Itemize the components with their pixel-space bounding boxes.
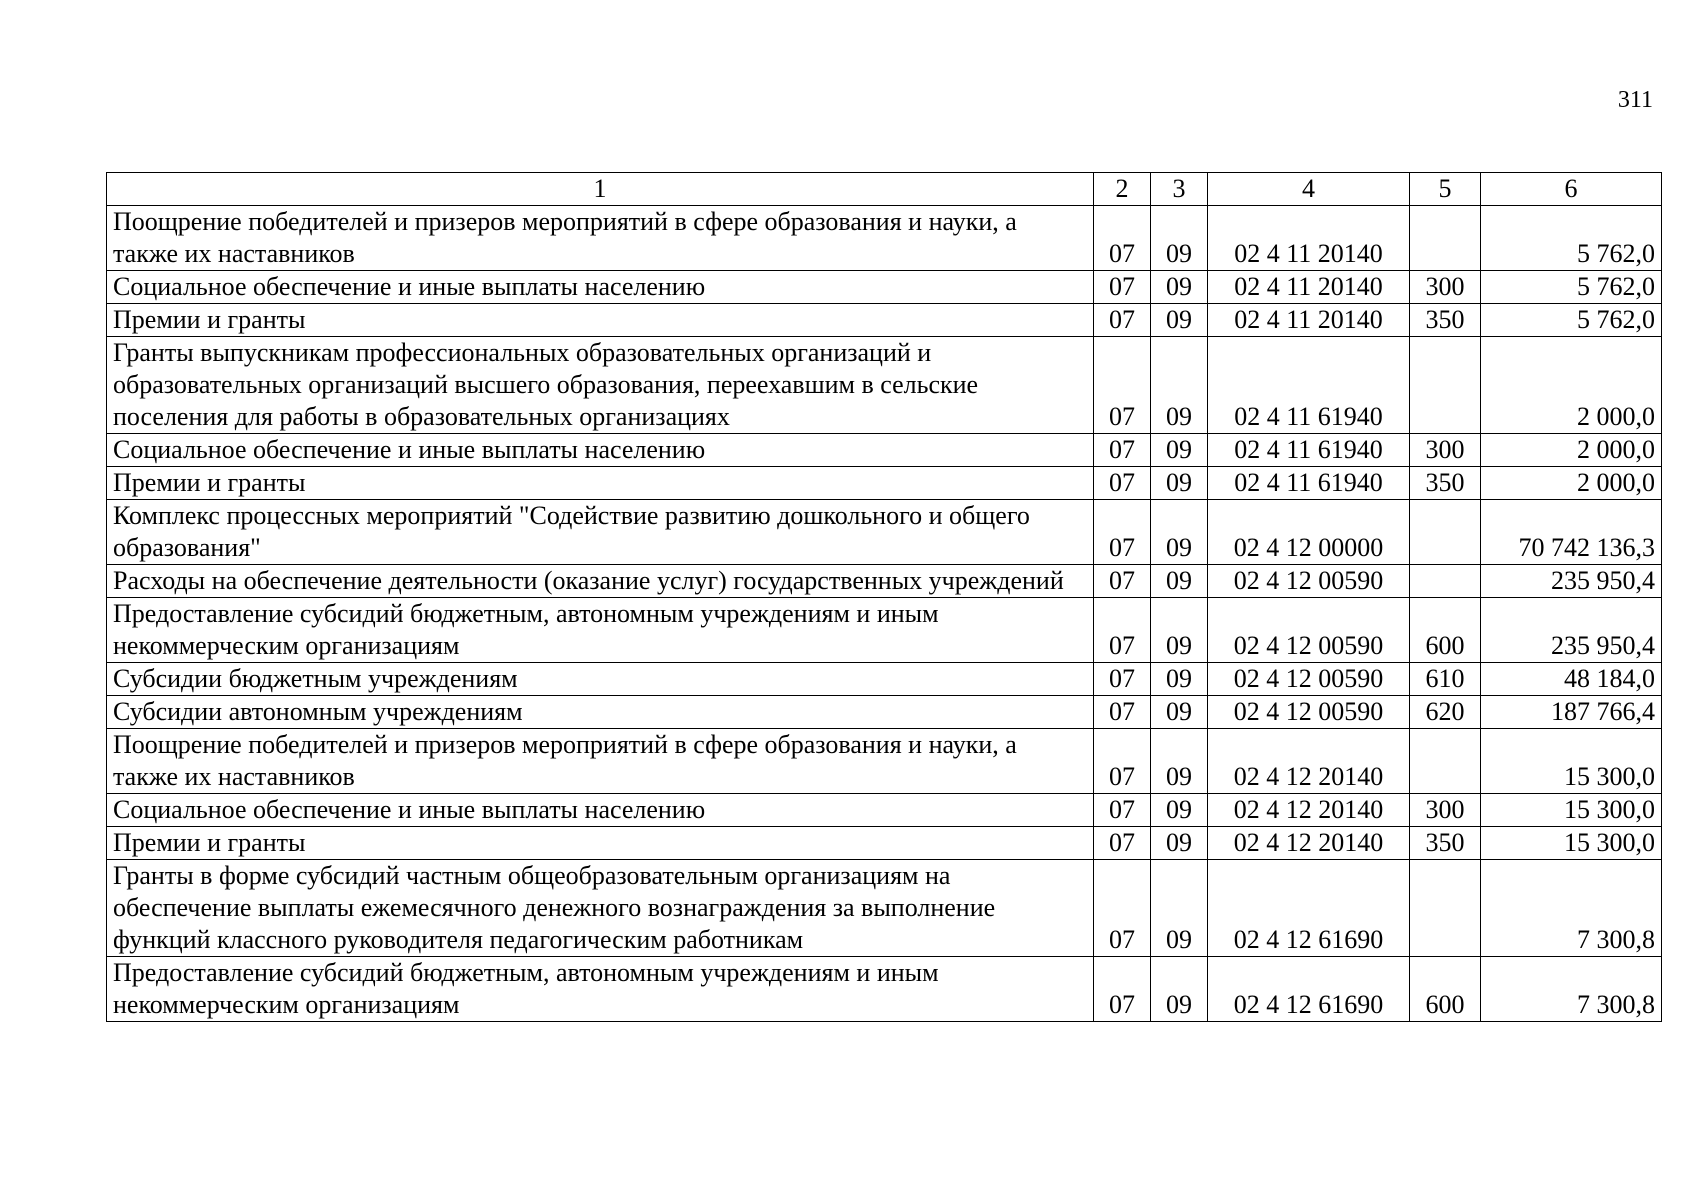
row-target-article: 02 4 11 20140 xyxy=(1208,271,1410,304)
row-target-article: 02 4 12 00000 xyxy=(1208,500,1410,565)
row-expense-type xyxy=(1410,500,1481,565)
row-name: Поощрение победителей и призеров мероприятий в сфере образования и науки, а также их наставников xyxy=(107,206,1094,271)
row-expense-type xyxy=(1410,729,1481,794)
row-section: 07 xyxy=(1094,206,1151,271)
row-expense-type: 350 xyxy=(1410,467,1481,500)
row-expense-type: 300 xyxy=(1410,271,1481,304)
row-subsection: 09 xyxy=(1151,304,1208,337)
table-header-row xyxy=(107,173,1662,206)
row-target-article: 02 4 12 61690 xyxy=(1208,860,1410,957)
table-row xyxy=(107,304,1662,337)
row-subsection: 09 xyxy=(1151,337,1208,434)
row-expense-type: 600 xyxy=(1410,598,1481,663)
column-header-section: 2 xyxy=(1094,173,1151,206)
row-target-article: 02 4 12 61690 xyxy=(1208,957,1410,1022)
row-expense-type: 620 xyxy=(1410,696,1481,729)
table-row xyxy=(107,337,1662,434)
column-header-subsection: 3 xyxy=(1151,173,1208,206)
row-target-article: 02 4 12 20140 xyxy=(1208,729,1410,794)
row-target-article: 02 4 11 61940 xyxy=(1208,337,1410,434)
table-row xyxy=(107,206,1662,271)
column-header-target-article: 4 xyxy=(1208,173,1410,206)
row-subsection: 09 xyxy=(1151,957,1208,1022)
row-subsection: 09 xyxy=(1151,860,1208,957)
row-expense-type: 600 xyxy=(1410,957,1481,1022)
table-row xyxy=(107,598,1662,663)
row-name: Гранты выпускникам профессиональных образовательных организаций и образовательных организаций высшего образования, переехавшим в сельские поселения для работы в образовательных организациях xyxy=(107,337,1094,434)
row-expense-type xyxy=(1410,206,1481,271)
table-row xyxy=(107,860,1662,957)
row-name: Субсидии автономным учреждениям xyxy=(107,696,1094,729)
table-row xyxy=(107,271,1662,304)
table-row xyxy=(107,957,1662,1022)
row-subsection: 09 xyxy=(1151,794,1208,827)
row-amount: 235 950,4 xyxy=(1481,598,1662,663)
row-section: 07 xyxy=(1094,957,1151,1022)
row-subsection: 09 xyxy=(1151,827,1208,860)
row-target-article: 02 4 11 61940 xyxy=(1208,434,1410,467)
column-header-amount: 6 xyxy=(1481,173,1662,206)
row-target-article: 02 4 11 20140 xyxy=(1208,206,1410,271)
row-subsection: 09 xyxy=(1151,598,1208,663)
row-target-article: 02 4 11 61940 xyxy=(1208,467,1410,500)
row-name: Субсидии бюджетным учреждениям xyxy=(107,663,1094,696)
row-name: Социальное обеспечение и иные выплаты населению xyxy=(107,794,1094,827)
row-subsection: 09 xyxy=(1151,206,1208,271)
row-name: Предоставление субсидий бюджетным, автономным учреждениям и иным некоммерческим организациям xyxy=(107,598,1094,663)
table-row xyxy=(107,565,1662,598)
row-amount: 187 766,4 xyxy=(1481,696,1662,729)
table-row xyxy=(107,794,1662,827)
row-subsection: 09 xyxy=(1151,500,1208,565)
row-expense-type xyxy=(1410,860,1481,957)
row-section: 07 xyxy=(1094,337,1151,434)
row-target-article: 02 4 12 00590 xyxy=(1208,696,1410,729)
row-name: Премии и гранты xyxy=(107,304,1094,337)
row-subsection: 09 xyxy=(1151,696,1208,729)
column-header-name: 1 xyxy=(107,173,1094,206)
row-amount: 15 300,0 xyxy=(1481,794,1662,827)
row-section: 07 xyxy=(1094,434,1151,467)
row-amount: 5 762,0 xyxy=(1481,271,1662,304)
row-amount: 70 742 136,3 xyxy=(1481,500,1662,565)
row-expense-type xyxy=(1410,337,1481,434)
row-expense-type: 300 xyxy=(1410,794,1481,827)
row-name: Предоставление субсидий бюджетным, автономным учреждениям и иным некоммерческим организациям xyxy=(107,957,1094,1022)
row-section: 07 xyxy=(1094,500,1151,565)
row-amount: 7 300,8 xyxy=(1481,957,1662,1022)
row-amount: 5 762,0 xyxy=(1481,206,1662,271)
row-target-article: 02 4 12 00590 xyxy=(1208,598,1410,663)
row-subsection: 09 xyxy=(1151,565,1208,598)
table-row xyxy=(107,827,1662,860)
row-target-article: 02 4 12 20140 xyxy=(1208,827,1410,860)
row-target-article: 02 4 12 00590 xyxy=(1208,663,1410,696)
row-expense-type: 350 xyxy=(1410,827,1481,860)
row-amount: 235 950,4 xyxy=(1481,565,1662,598)
row-name: Социальное обеспечение и иные выплаты населению xyxy=(107,434,1094,467)
row-amount: 2 000,0 xyxy=(1481,434,1662,467)
row-amount: 2 000,0 xyxy=(1481,337,1662,434)
row-amount: 7 300,8 xyxy=(1481,860,1662,957)
row-expense-type: 610 xyxy=(1410,663,1481,696)
column-header-expense-type: 5 xyxy=(1410,173,1481,206)
row-name: Социальное обеспечение и иные выплаты населению xyxy=(107,271,1094,304)
row-section: 07 xyxy=(1094,696,1151,729)
row-subsection: 09 xyxy=(1151,663,1208,696)
row-section: 07 xyxy=(1094,598,1151,663)
row-section: 07 xyxy=(1094,827,1151,860)
row-amount: 2 000,0 xyxy=(1481,467,1662,500)
row-section: 07 xyxy=(1094,794,1151,827)
row-section: 07 xyxy=(1094,467,1151,500)
table-row xyxy=(107,729,1662,794)
row-section: 07 xyxy=(1094,304,1151,337)
row-amount: 48 184,0 xyxy=(1481,663,1662,696)
page-number: 311 xyxy=(1617,87,1653,113)
row-name: Премии и гранты xyxy=(107,467,1094,500)
row-amount: 15 300,0 xyxy=(1481,729,1662,794)
row-name: Расходы на обеспечение деятельности (оказание услуг) государственных учреждений xyxy=(107,565,1094,598)
row-subsection: 09 xyxy=(1151,729,1208,794)
row-expense-type xyxy=(1410,565,1481,598)
table-row xyxy=(107,500,1662,565)
row-name: Комплекс процессных мероприятий "Содействие развитию дошкольного и общего образования" xyxy=(107,500,1094,565)
budget-table xyxy=(106,172,1662,1022)
row-section: 07 xyxy=(1094,565,1151,598)
table-row xyxy=(107,663,1662,696)
row-target-article: 02 4 12 20140 xyxy=(1208,794,1410,827)
row-name: Гранты в форме субсидий частным общеобразовательным организациям на обеспечение выплаты ежемесячного денежного вознаграждения за выполнение функций классного руководителя педагогическим работникам xyxy=(107,860,1094,957)
row-target-article: 02 4 12 00590 xyxy=(1208,565,1410,598)
row-subsection: 09 xyxy=(1151,271,1208,304)
row-amount: 5 762,0 xyxy=(1481,304,1662,337)
row-expense-type: 350 xyxy=(1410,304,1481,337)
table-row xyxy=(107,696,1662,729)
row-amount: 15 300,0 xyxy=(1481,827,1662,860)
row-target-article: 02 4 11 20140 xyxy=(1208,304,1410,337)
row-section: 07 xyxy=(1094,271,1151,304)
row-subsection: 09 xyxy=(1151,434,1208,467)
row-expense-type: 300 xyxy=(1410,434,1481,467)
row-name: Премии и гранты xyxy=(107,827,1094,860)
row-section: 07 xyxy=(1094,860,1151,957)
table-row xyxy=(107,434,1662,467)
row-section: 07 xyxy=(1094,729,1151,794)
row-name: Поощрение победителей и призеров мероприятий в сфере образования и науки, а также их наставников xyxy=(107,729,1094,794)
row-subsection: 09 xyxy=(1151,467,1208,500)
table-row xyxy=(107,467,1662,500)
row-section: 07 xyxy=(1094,663,1151,696)
